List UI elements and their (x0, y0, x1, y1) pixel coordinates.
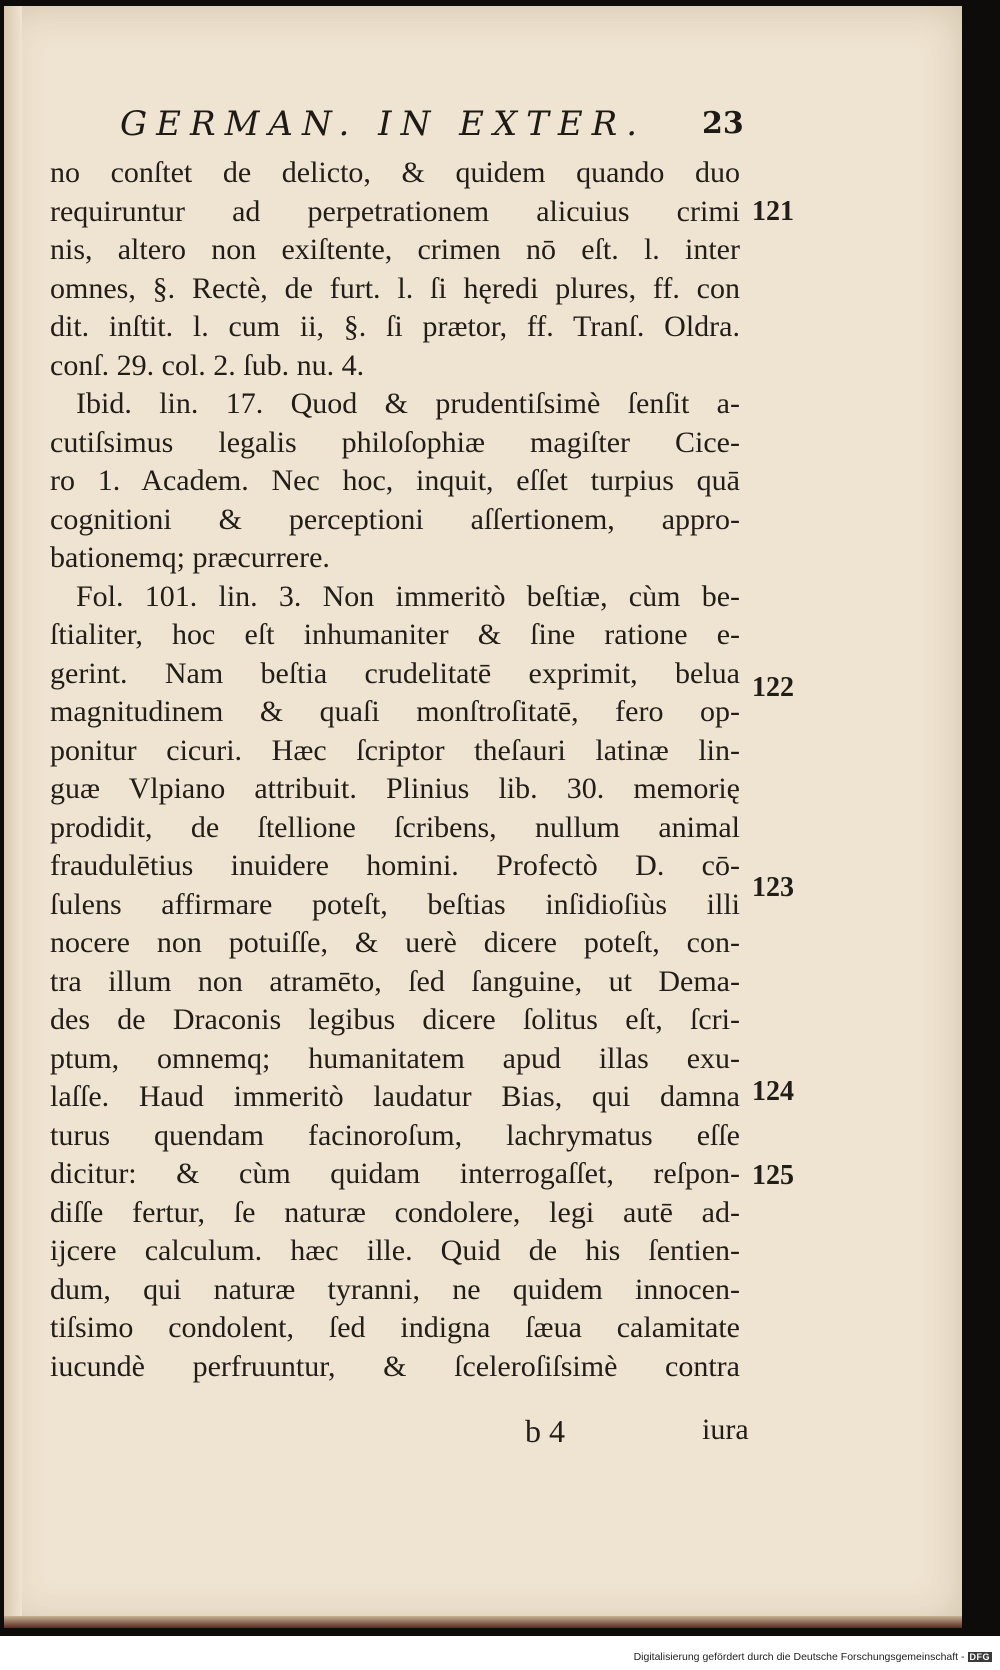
text-line: guæ Vlpiano attribuit. Plinius lib. 30. memorię (50, 772, 740, 805)
page-bottom-edge (4, 1616, 962, 1628)
text-line: tra illum non atramēto, ſed ſanguine, ut Dema- (50, 964, 740, 998)
text-line: cutiſsimus legalis philoſophiæ magiſter Cice- (50, 425, 740, 459)
text-line: dum, qui naturæ tyranni, ne quidem innocen- (50, 1272, 740, 1306)
margin-note: 125 (752, 1160, 794, 1191)
text-line: dicitur: & cùm quidam interrogaſſet, reſpon- (50, 1157, 740, 1190)
text-line: conſ. 29. col. 2. ſub. nu. 4. (50, 348, 365, 382)
text-line: magnitudinem & quaſi monſtroſitatē, fero op- (50, 695, 740, 728)
text-line: requiruntur ad perpetrationem alicuius crimi (50, 194, 740, 228)
digitization-credit (634, 1651, 992, 1663)
text-line: dit. inſtit. l. cum ii, §. ſi prætor, ff. Tranſ. Oldra. (50, 310, 740, 343)
text-line: iucundè perfruuntur, & ſceleroſiſsimè contra (50, 1349, 740, 1383)
margin-note: 123 (752, 872, 794, 903)
text-line: ponitur cicuri. Hæc ſcriptor theſauri latinæ lin- (50, 733, 740, 767)
text-line: Fol. 101. lin. 3. Non immeritò beſtiæ, cùm be- (76, 579, 740, 613)
text-line: fraudulētius inuidere homini. Profectò D. cō- (50, 849, 740, 882)
page-number: 23 (702, 106, 744, 141)
text-line: ptum, omnemq; humanitatem apud illas exu- (50, 1041, 740, 1075)
text-line: nocere non potuiſſe, & uerè dicere poteſt, con- (50, 926, 740, 959)
running-head: GERMAN. IN EXTER. (120, 104, 647, 144)
text-line: gerint. Nam beſtia crudelitatē exprimit, belua (50, 656, 740, 690)
text-line: no conſtet de delicto, & quidem quando duo (50, 156, 740, 189)
text-line: bationemq; præcurrere. (50, 541, 330, 574)
catchword: iura (702, 1413, 749, 1446)
page-gutter (4, 6, 22, 1624)
margin-note: 121 (752, 196, 794, 227)
text-line: turus quendam facinoroſum, lachrymatus eſſe (50, 1118, 740, 1152)
text-line: ro 1. Academ. Nec hoc, inquit, eſſet turpius quā (50, 464, 740, 497)
margin-note: 124 (752, 1076, 794, 1107)
text-line: ijcere calculum. hæc ille. Quid de his ſentien- (50, 1234, 740, 1267)
text-line: des de Draconis legibus dicere ſolitus eſt, ſcri- (50, 1003, 740, 1036)
text-line: omnes, §. Rectè, de furt. l. ſi hęredi plures, ff. con (50, 271, 740, 305)
text-line: ſtialiter, hoc eſt inhumaniter & ſine ratione e- (50, 618, 740, 651)
signature-mark: b 4 (525, 1413, 565, 1449)
credit-text: Digitalisierung gefördert durch die Deutsche Forschungsgemeinschaft - (633, 1651, 965, 1663)
margin-note: 122 (752, 672, 794, 703)
text-line: nis, altero non exiſtente, crimen nō eſt. l. inter (50, 233, 740, 266)
text-line: laſſe. Haud immeritò laudatur Bias, qui damna (50, 1080, 740, 1113)
body-text (50, 154, 740, 1386)
text-line: prodidit, de ſtellione ſcribens, nullum animal (50, 810, 740, 844)
text-line: diſſe fertur, ſe naturæ condolere, legi autē ad- (50, 1195, 740, 1229)
text-line: tiſsimo condolent, ſed indigna ſæua calamitate (50, 1311, 740, 1344)
text-line: ſulens affirmare poteſt, beſtias inſidioſiùs illi (50, 887, 740, 921)
text-line: cognitioni & perceptioni aſſertionem, appro- (50, 502, 740, 536)
text-line: Ibid. lin. 17. Quod & prudentiſsimè ſenſit a- (76, 387, 740, 420)
dfg-logo: DFG (969, 1652, 990, 1662)
